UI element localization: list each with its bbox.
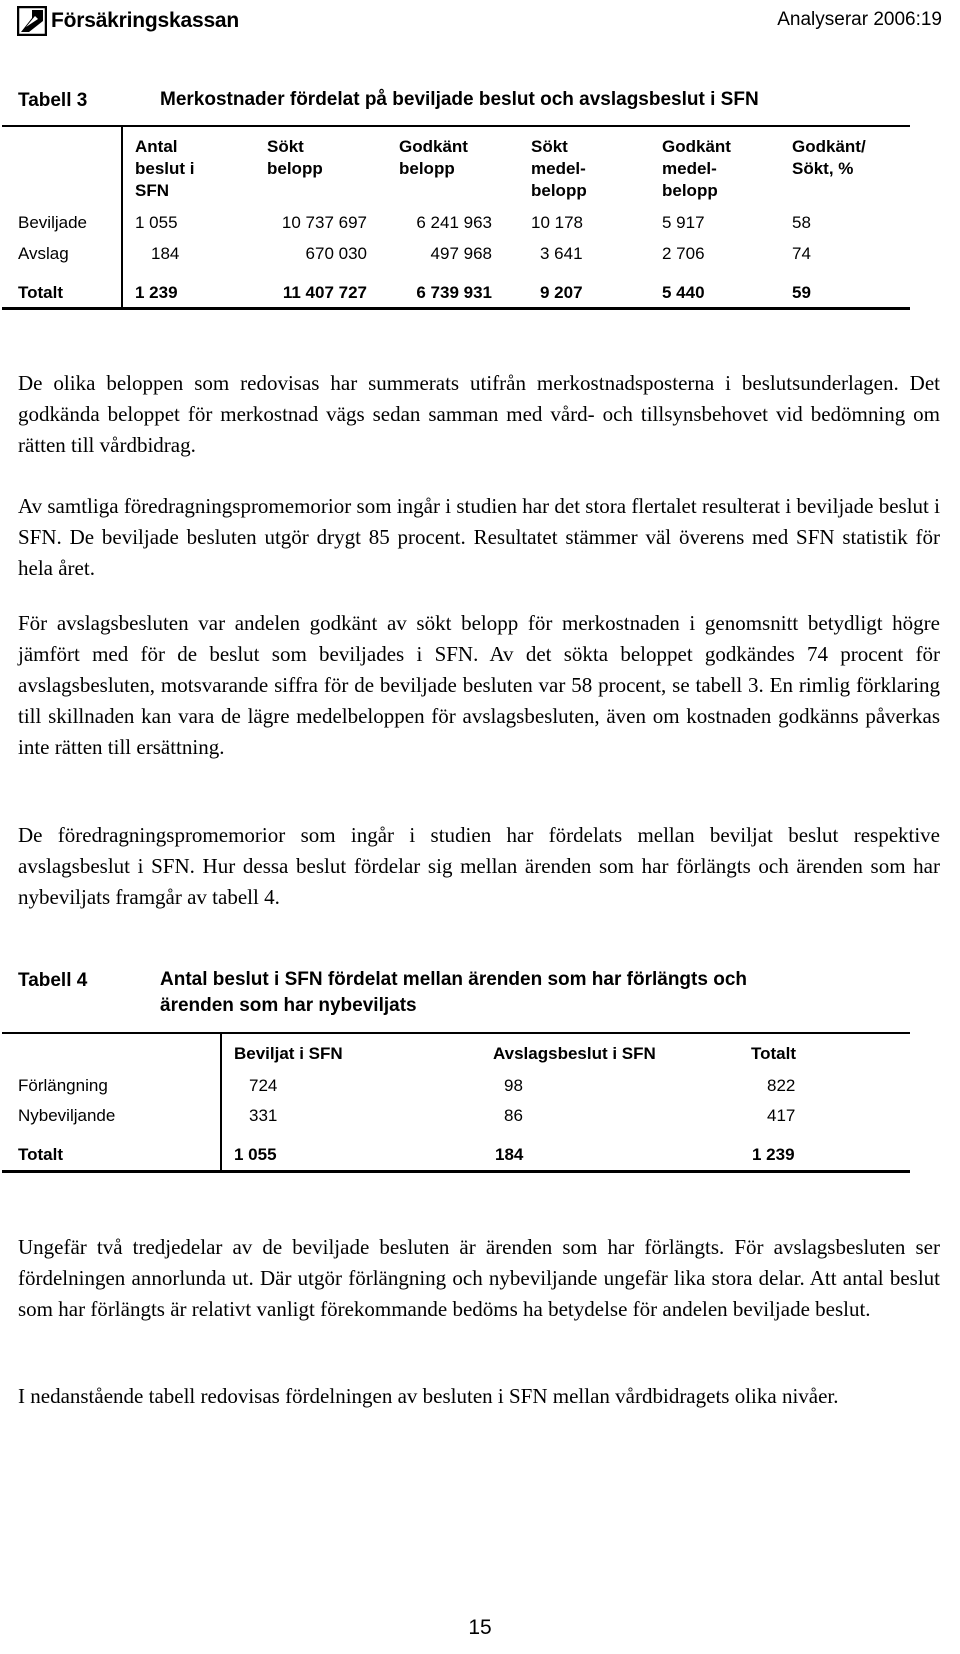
logo-text: Försäkringskassan <box>51 9 240 32</box>
table-cell: 497 968 <box>430 244 492 263</box>
paragraph: Ungefär två tredjedelar av de beviljade besluten är ärenden som har förlängts. För avslagsbesluten ser fördelningen annorlunda ut. Där utgör förlängning och nybeviljande ungefär lika stora delar. Att antal beslut som har förlängts är relativt vanligt förekommande bedöms ha betydelse för andelen beviljade beslut. <box>18 1235 940 1321</box>
row-label: Totalt <box>18 1145 64 1164</box>
table3-header-cell: Antal beslut i SFN <box>135 137 195 200</box>
row-label: Beviljade <box>18 213 87 232</box>
paragraph: De föredragningspromemorior som ingår i studien har fördelats mellan beviljat beslut respektive avslagsbeslut i SFN. Hur dessa beslut fördelar sig mellan ärenden som har förlängts och ärenden som har nybeviljats framgår av tabell 4. <box>18 823 940 909</box>
table-cell: 59 <box>792 283 811 302</box>
table-cell: 98 <box>504 1076 523 1095</box>
table-cell: 184 <box>151 244 180 263</box>
table3-bottom-rule <box>2 307 910 310</box>
table4-header-cell: Totalt <box>751 1044 797 1063</box>
row-label: Nybeviljande <box>18 1106 116 1125</box>
row-label: Förlängning <box>18 1076 108 1095</box>
page-number: 15 <box>468 1616 492 1639</box>
table-cell: 1 239 <box>135 283 178 302</box>
table-cell: 1 055 <box>234 1145 277 1164</box>
table-cell: 74 <box>792 244 811 263</box>
table-cell: 822 <box>767 1076 796 1095</box>
table3-header-cell: Godkänt/ Sökt, % <box>792 137 866 178</box>
table3-column-divider <box>121 126 123 308</box>
paragraph: I nedanstående tabell redovisas fördelningen av besluten i SFN mellan vårdbidragets olika nivåer. <box>18 1384 839 1408</box>
table3-header-cell: Sökt belopp <box>267 137 323 178</box>
table4-top-rule <box>2 1032 910 1034</box>
table-cell: 1 239 <box>752 1145 795 1164</box>
table4-header-cell: Avslagsbeslut i SFN <box>493 1044 656 1063</box>
table-cell: 184 <box>495 1145 524 1164</box>
logo-icon <box>17 6 47 36</box>
table-cell: 86 <box>504 1106 523 1125</box>
table4-title: Antal beslut i SFN fördelat mellan ärenden som har förlängts och ärenden som har nybeviljats <box>160 969 747 1016</box>
table-cell: 10 178 <box>531 213 583 232</box>
table-cell: 58 <box>792 213 811 232</box>
table-cell: 11 407 727 <box>282 283 367 302</box>
table-cell: 9 207 <box>540 283 583 302</box>
table3-header-cell: Sökt medel- belopp <box>531 137 587 200</box>
table-cell: 417 <box>767 1106 796 1125</box>
table-cell: 670 030 <box>305 244 367 263</box>
logo <box>17 6 239 36</box>
row-label: Avslag <box>18 244 69 263</box>
table-cell: 5 917 <box>662 213 705 232</box>
table-cell: 3 641 <box>540 244 583 263</box>
table3-header-cell: Godkänt belopp <box>399 137 468 178</box>
table4-label: Tabell 4 <box>18 970 88 991</box>
table-cell: 10 737 697 <box>281 213 367 232</box>
table3-title: Merkostnader fördelat på beviljade beslut och avslagsbeslut i SFN <box>160 89 759 110</box>
table-cell: 1 055 <box>135 213 178 232</box>
paragraph: Av samtliga föredragningspromemorior som ingår i studien har det stora flertalet resulterat i beviljade beslut i SFN. De beviljade besluten utgör drygt 85 procent. Resultatet stämmer väl överens med SFN statistik för hela året. <box>18 494 940 580</box>
paragraph: De olika beloppen som redovisas har summerats utifrån merkostnadsposterna i beslutsunderlagen. Det godkända beloppet för merkostnad vägs sedan samman med vård- och tillsynsbehovet vid bedömning om rätten till vårdbidrag. <box>18 371 940 457</box>
table4-header-cell: Beviljat i SFN <box>234 1044 343 1063</box>
table-cell: 5 440 <box>662 283 705 302</box>
table4-column-divider <box>220 1033 222 1171</box>
table-cell: 2 706 <box>662 244 705 263</box>
row-label: Totalt <box>18 283 64 302</box>
table-cell: 724 <box>249 1076 278 1095</box>
report-id: Analyserar 2006:19 <box>777 9 942 30</box>
table-cell: 331 <box>249 1106 278 1125</box>
table3-top-rule <box>2 125 910 127</box>
table3-label: Tabell 3 <box>18 90 88 111</box>
table-cell: 6 241 963 <box>416 213 492 232</box>
paragraph: För avslagsbesluten var andelen godkänt av sökt belopp för merkostnaden i genomsnitt betydligt högre jämfört med för de beslut som beviljades i SFN. Av det sökta beloppet godkändes 74 procent för avslagsbesluten, motsvarande siffra för de beviljade besluten var 58 procent, se tabell 3. En rimlig förklaring till skillnaden kan vara de lägre medelbeloppen för avslagsbesluten, även om kostnaden godkänns påverkas inte rätten till ersättning. <box>18 611 940 759</box>
table3-header-cell: Godkänt medel- belopp <box>662 137 731 200</box>
table4-bottom-rule <box>2 1170 910 1173</box>
table-cell: 6 739 931 <box>416 283 492 302</box>
